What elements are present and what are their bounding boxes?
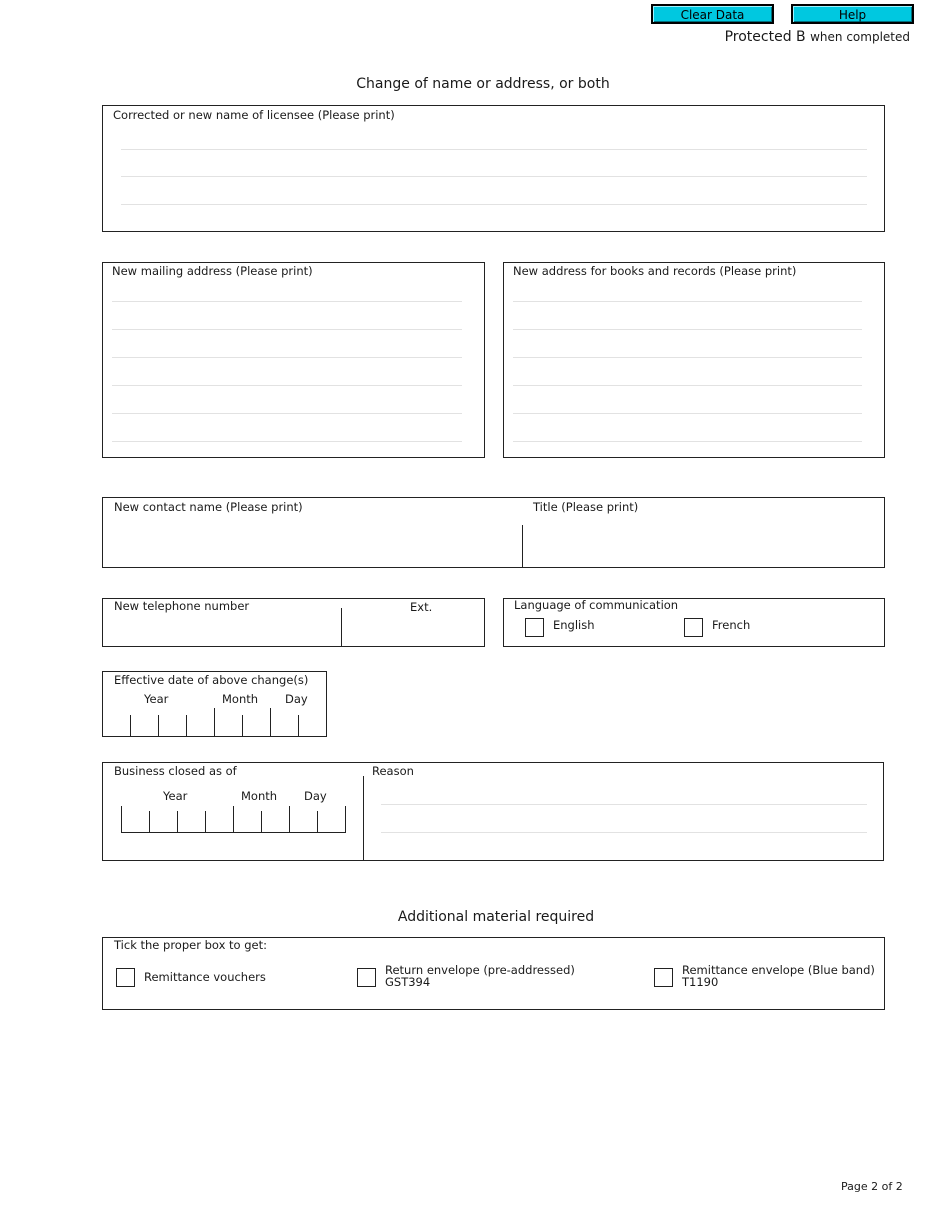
return-envelope-text: Return envelope (pre-addressed): [385, 963, 575, 977]
closed-day-label: Day: [304, 789, 327, 803]
language-label: Language of communication: [514, 598, 679, 612]
help-button[interactable]: Help: [791, 4, 914, 24]
closed-year-label: Year: [163, 789, 188, 803]
extension-label: Ext.: [410, 600, 433, 614]
clear-data-button[interactable]: Clear Data: [651, 4, 774, 24]
effective-month-label: Month: [222, 692, 259, 706]
page-number: Page 2 of 2: [841, 1180, 903, 1193]
return-envelope-checkbox[interactable]: [357, 968, 376, 987]
mailing-address-label: New mailing address (Please print): [112, 264, 313, 278]
protection-level: [725, 29, 910, 45]
contact-name-label: New contact name (Please print): [114, 500, 303, 514]
english-checkbox[interactable]: [525, 618, 544, 637]
blue-band-envelope-checkbox[interactable]: [654, 968, 673, 987]
extension-input[interactable]: [346, 615, 480, 645]
return-envelope-code: GST394: [385, 975, 431, 989]
protection-suffix: when completed: [810, 30, 910, 44]
contact-name-input[interactable]: [107, 518, 517, 564]
protection-main: Protected B: [724, 29, 806, 45]
material-box: [102, 937, 885, 1010]
business-closed-label: Business closed as of: [114, 764, 237, 778]
section-heading-material: Additional material required: [397, 909, 595, 925]
effective-day-label: Day: [285, 692, 308, 706]
licensee-name-label: Corrected or new name of licensee (Please print): [113, 108, 395, 122]
blue-band-envelope-text: Remittance envelope (Blue band): [682, 963, 875, 977]
french-checkbox[interactable]: [684, 618, 703, 637]
remittance-vouchers-label: Remittance vouchers: [144, 970, 266, 984]
effective-year-label: Year: [144, 692, 169, 706]
return-envelope-label: [385, 964, 575, 988]
licensee-name-line-3[interactable]: [121, 181, 867, 205]
mailing-address-box[interactable]: [102, 262, 485, 458]
french-label: French: [712, 618, 751, 632]
books-address-label: New address for books and records (Please print): [513, 264, 797, 278]
telephone-box: [102, 598, 485, 647]
section-heading-change: Change of name or address, or both: [356, 76, 610, 92]
reason-label: Reason: [372, 764, 414, 778]
books-address-box[interactable]: [503, 262, 885, 458]
language-box: [503, 598, 885, 647]
effective-date-box: [102, 671, 327, 737]
business-closed-date-input[interactable]: [121, 806, 345, 833]
licensee-name-line-1[interactable]: [121, 126, 867, 150]
reason-input[interactable]: [373, 783, 873, 855]
business-closed-box: [102, 762, 884, 861]
effective-date-input[interactable]: [105, 708, 325, 736]
blue-band-envelope-label: [682, 964, 875, 988]
telephone-input[interactable]: [107, 615, 337, 645]
licensee-name-line-2[interactable]: [121, 153, 867, 177]
licensee-name-box: [102, 105, 885, 232]
tick-instruction-label: Tick the proper box to get:: [114, 938, 268, 952]
title-label: Title (Please print): [533, 500, 639, 514]
effective-date-label: Effective date of above change(s): [114, 673, 309, 687]
closed-month-label: Month: [241, 789, 278, 803]
blue-band-envelope-code: T1190: [682, 975, 719, 989]
remittance-vouchers-checkbox[interactable]: [116, 968, 135, 987]
telephone-label: New telephone number: [114, 599, 250, 613]
contact-box: [102, 497, 885, 568]
title-input[interactable]: [527, 518, 881, 564]
english-label: English: [553, 618, 595, 632]
